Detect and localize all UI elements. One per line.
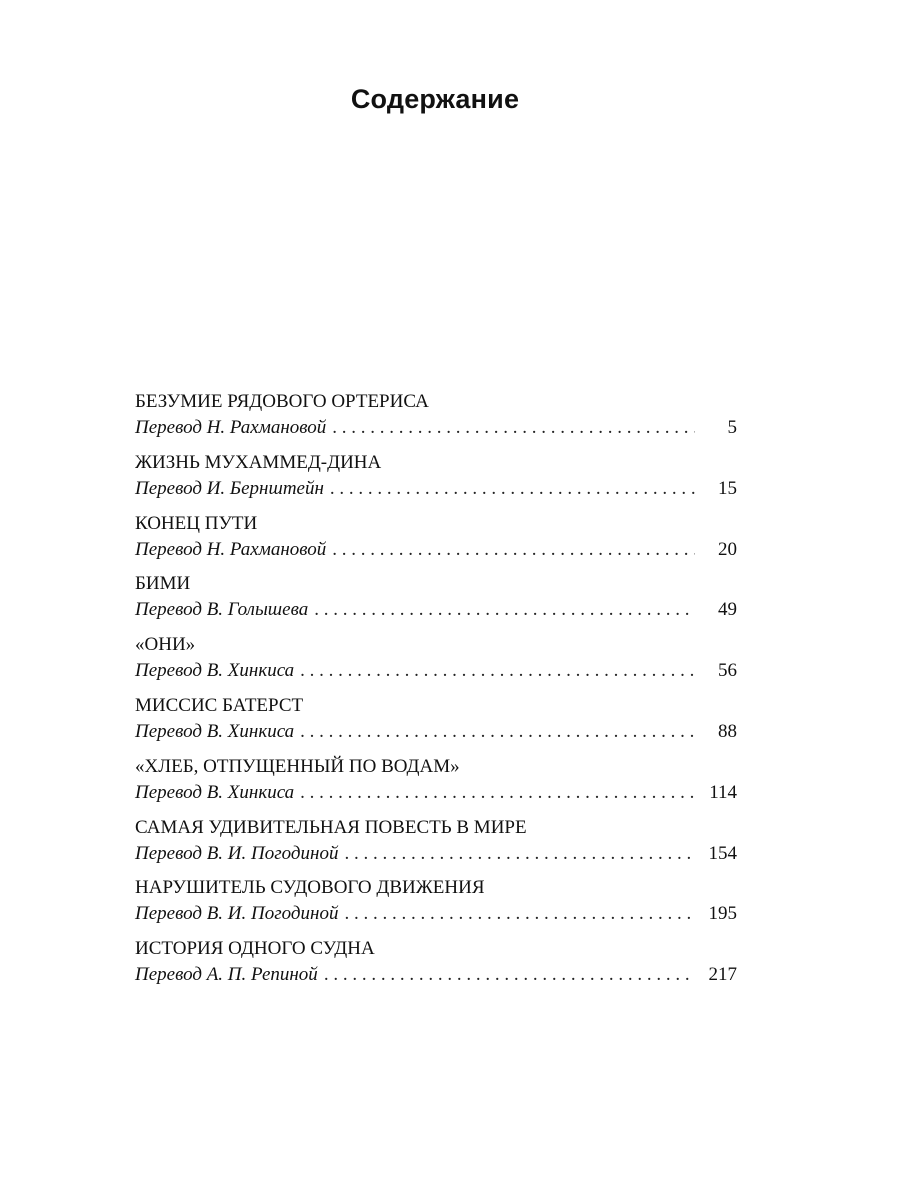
toc-entry-translator: Перевод В. Хинкиса [135, 660, 295, 682]
toc-entry-line [135, 538, 737, 562]
toc-entry [135, 814, 737, 875]
toc-entry-translator: Перевод В. Хинкиса [135, 781, 295, 803]
toc-entry-title: КОНЕЦ ПУТИ [135, 512, 258, 534]
toc-entry-translator: Перевод В. И. Погодиной [135, 903, 339, 925]
toc-entry-translator: Перевод А. П. Репиной [135, 964, 318, 986]
toc-entry-line [135, 598, 737, 622]
toc-entry-title: БЕЗУМИЕ РЯДОВОГО ОРТЕРИСА [135, 391, 429, 412]
toc-entry-title: МИССИС БАТЕРСТ [135, 694, 304, 716]
toc-entry-title: НАРУШИТЕЛЬ СУДОВОГО ДВИЖЕНИЯ [135, 877, 485, 899]
dot-leader [332, 416, 695, 440]
toc-entry-line [135, 842, 737, 866]
toc-entry-line [135, 720, 737, 744]
toc-entry-translator: Перевод И. Бернштейн [135, 477, 324, 499]
toc-entry-title: САМАЯ УДИВИТЕЛЬНАЯ ПОВЕСТЬ В МИРЕ [135, 816, 527, 838]
toc-entry-page-number: 5 [727, 417, 737, 438]
toc-entry-page-number: 56 [718, 660, 737, 682]
toc-entry [135, 510, 737, 571]
toc-entry [135, 449, 737, 510]
toc-entry-line [135, 963, 737, 987]
toc-entry-page-number: 114 [709, 781, 737, 803]
toc-entry [135, 570, 737, 631]
toc-entry-line [135, 477, 737, 501]
toc-entry [135, 631, 737, 692]
toc-entry-translator: Перевод В. И. Погодиной [135, 842, 339, 864]
toc-entry-page-number: 49 [718, 599, 737, 621]
toc-entry-line [135, 902, 737, 926]
dot-leader [332, 538, 695, 562]
toc-entry-page-number: 20 [718, 538, 737, 560]
toc-entry [135, 753, 737, 814]
toc-entry-page-number: 88 [718, 720, 737, 742]
toc-entry [135, 692, 737, 753]
toc-entry-page-number: 15 [718, 477, 737, 499]
toc-entry-translator: Перевод В. Хинкиса [135, 720, 295, 742]
dot-leader [300, 720, 695, 744]
toc-entry-line [135, 781, 737, 805]
toc-entry-title: ЖИЗНЬ МУХАММЕД-ДИНА [135, 451, 382, 473]
toc-entry-translator: Перевод Н. Рахмановой [135, 538, 327, 560]
table-of-contents [135, 388, 737, 996]
toc-entry-line [135, 659, 737, 683]
dot-leader [300, 781, 695, 805]
toc-entry [135, 935, 737, 996]
toc-entry-translator: Перевод Н. Рахмановой [135, 417, 327, 438]
toc-entry-line [135, 416, 737, 440]
toc-entry-page-number: 154 [708, 842, 737, 864]
dot-leader [344, 902, 695, 926]
toc-entry-title: «ХЛЕБ, ОТПУЩЕННЫЙ ПО ВОДАМ» [135, 755, 460, 777]
toc-entry [135, 874, 737, 935]
toc-entry-title: БИМИ [135, 573, 191, 595]
toc-entry-page-number: 217 [708, 964, 737, 986]
page-title: Содержание [350, 84, 520, 114]
dot-leader [324, 963, 695, 987]
dot-leader [330, 477, 695, 501]
toc-entry-title: «ОНИ» [135, 634, 196, 656]
dot-leader [300, 659, 695, 683]
dot-leader [314, 598, 695, 622]
toc-entry-title: ИСТОРИЯ ОДНОГО СУДНА [135, 938, 375, 960]
dot-leader [344, 842, 695, 866]
toc-entry [135, 388, 737, 449]
toc-entry-translator: Перевод В. Голышева [135, 599, 309, 621]
toc-entry-page-number: 195 [708, 903, 737, 925]
